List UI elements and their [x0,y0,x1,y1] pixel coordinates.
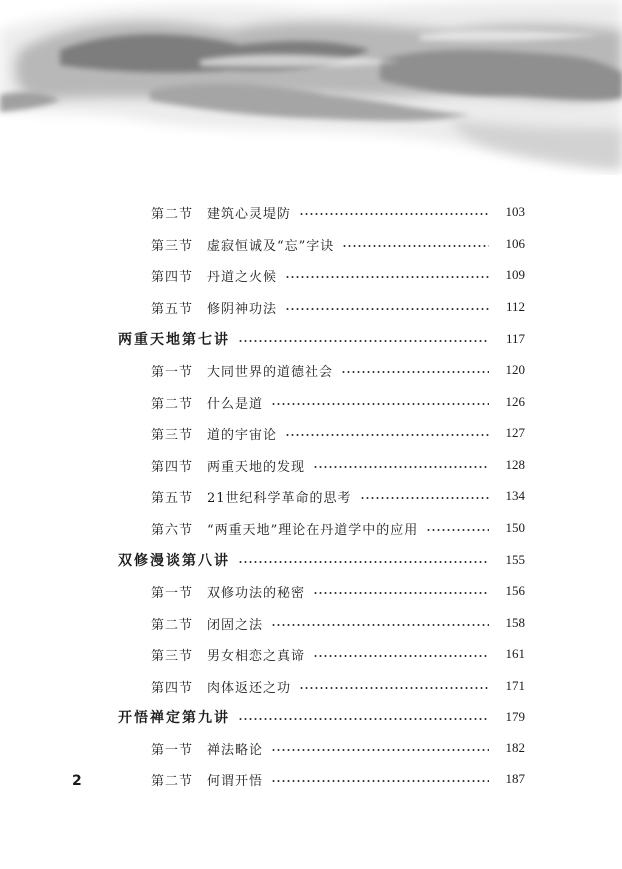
toc-entry-section[interactable] [151,454,525,476]
section-number: 第三节 [151,238,194,254]
section-number: 第三节 [151,648,194,664]
entry-title: 禅法略论 [207,742,264,758]
dot-leader [271,403,489,405]
page-ref: 158 [505,615,525,630]
dot-leader [313,592,489,594]
page-ref: 134 [505,488,525,503]
dot-leader [299,687,489,689]
page-ref: 103 [505,204,525,219]
toc-entry-section[interactable] [151,612,525,634]
toc-entry-section[interactable] [151,768,525,790]
entry-title: 肉体返还之功 [207,680,292,696]
page-ref: 171 [505,678,525,693]
entry-title: 何谓开悟 [207,773,264,789]
dot-leader [271,780,489,782]
dot-leader [238,340,489,342]
page-ref: 156 [505,583,525,598]
toc-entry-section[interactable] [151,643,525,665]
toc-entry-section[interactable] [151,359,525,381]
section-number: 第一节 [151,585,194,601]
section-number: 第五节 [151,490,194,506]
toc-entry-lecture[interactable] [118,549,525,571]
dot-leader [238,561,489,563]
dot-leader [360,497,489,499]
section-number: 第三节 [151,427,194,443]
lecture-title: 开悟禅定第九讲 [118,710,230,726]
toc-entry-section[interactable] [151,296,525,318]
entry-title: 建筑心灵堤防 [207,206,292,222]
entry-title: 双修功法的秘密 [207,585,306,601]
toc-entry-section[interactable] [151,675,525,697]
toc-entry-section[interactable] [151,580,525,602]
entry-title: 闭固之法 [207,617,264,633]
page-ref: 187 [505,771,525,786]
toc-entry-section[interactable] [151,485,525,507]
dot-leader [271,749,489,751]
toc-entry-lecture[interactable] [118,328,525,350]
dot-leader [285,308,489,310]
page-ref: 155 [505,552,525,567]
dot-leader [285,276,489,278]
toc-entry-lecture[interactable] [118,706,525,728]
dot-leader [313,655,489,657]
section-number: 第五节 [151,301,194,317]
dot-leader [313,466,489,468]
section-number: 第二节 [151,206,194,222]
page-ref: 117 [505,331,525,346]
toc-entry-section[interactable] [151,422,525,444]
page-ref: 109 [505,267,525,282]
entry-title: 什么是道 [207,396,264,412]
entry-title: 21世纪科学革命的思考 [207,490,352,506]
page-ref: 126 [505,394,525,409]
page-ref: 179 [505,709,525,724]
page-ref: 128 [505,457,525,472]
page-ref: 182 [505,740,525,755]
entry-title: 男女相恋之真谛 [207,648,306,664]
page-ref: 120 [505,362,525,377]
toc-entry-section[interactable] [151,201,525,223]
lecture-title: 两重天地第七讲 [118,332,230,348]
entry-title: 两重天地的发现 [207,459,306,475]
entry-title: 修阴神功法 [207,301,278,317]
toc-entry-section[interactable] [151,264,525,286]
section-number: 第四节 [151,459,194,475]
entry-title: 虚寂恒诚及“忘”字诀 [207,238,335,254]
entry-title: “两重天地”理论在丹道学中的应用 [207,522,419,538]
section-number: 第二节 [151,617,194,633]
entry-title: 丹道之火候 [207,269,278,285]
section-number: 第四节 [151,680,194,696]
dot-leader [238,718,489,720]
dot-leader [426,529,489,531]
dot-leader [285,434,489,436]
toc-entry-section[interactable] [151,517,525,539]
lecture-title: 双修漫谈第八讲 [118,553,230,569]
toc-entry-section[interactable] [151,391,525,413]
page-number: 2 [72,773,82,789]
section-number: 第一节 [151,364,194,380]
entry-title: 大同世界的道德社会 [207,364,334,380]
entry-title: 道的宇宙论 [207,427,278,443]
section-number: 第六节 [151,522,194,538]
dot-leader [299,213,489,215]
section-number: 第二节 [151,396,194,412]
section-number: 第一节 [151,742,194,758]
dot-leader [342,245,489,247]
toc-entry-section[interactable] [151,737,525,759]
page-ref: 127 [505,425,525,440]
section-number: 第四节 [151,269,194,285]
page-ref: 161 [505,646,525,661]
dot-leader [271,624,489,626]
toc-entry-section[interactable] [151,233,525,255]
page-ref: 112 [505,299,525,314]
page-ref: 106 [505,236,525,251]
page-ref: 150 [505,520,525,535]
section-number: 第二节 [151,773,194,789]
dot-leader [341,371,489,373]
